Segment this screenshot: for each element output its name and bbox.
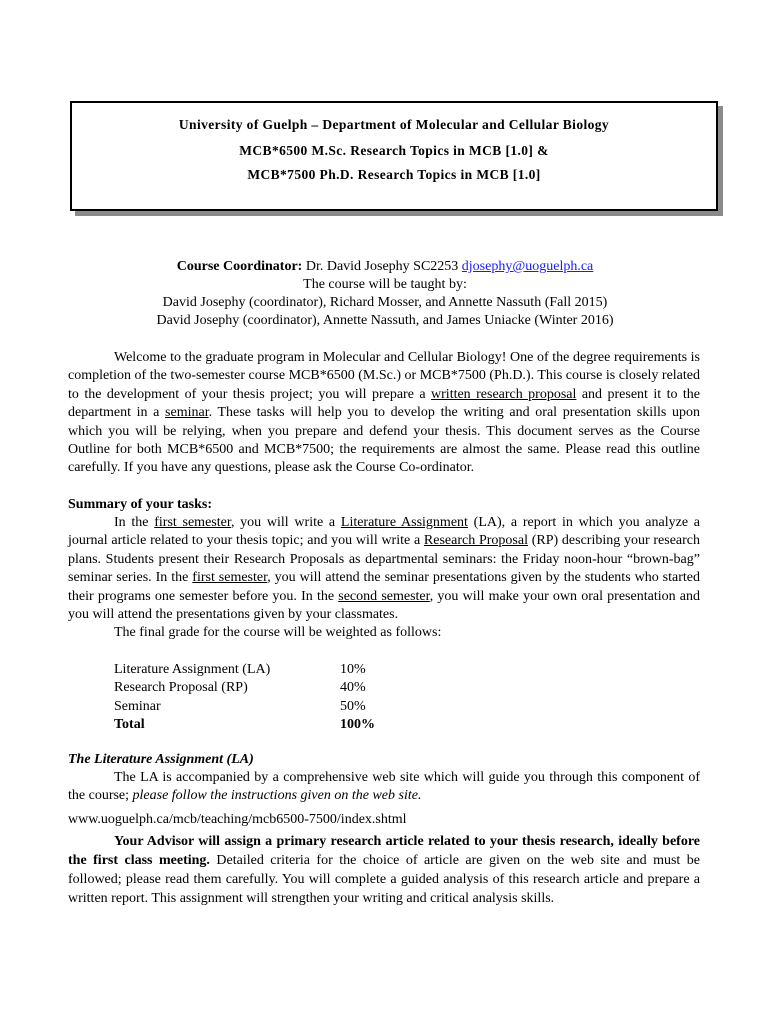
- grade-row: Research Proposal (RP) 40%: [114, 680, 366, 696]
- written-research-proposal-link: written research proposal: [431, 386, 577, 402]
- grade-table: [114, 661, 414, 735]
- welcome-paragraph: Welcome to the graduate program in Molecular and Cellular Biology! One of the degree requirements is completion of the two-semester course MCB*6500 (M.Sc.) or MCB*7500 (Ph.D.). This course is closely related to the development of your thesis project; you will prepare a written research proposal and present it to the department in a seminar. These tasks will help you to develop the writing and oral presentation skills upon which you will be relying, when you prepare and defend your thesis. This document serves as the Course Outline for both MCB*6500 and MCB*7500; the requirements are almost the same. Please read this outline carefully. If you have any questions, please ask the Course Co-ordinator.: [68, 350, 701, 476]
- course-title-box: [70, 101, 718, 211]
- la-intro: The LA is accompanied by a comprehensive web site which will guide you through this component of the course; please follow the instructions given on the web site.: [68, 770, 700, 804]
- la-url[interactable]: www.uoguelph.ca/mcb/teaching/mcb6500-7500/index.shtml: [68, 812, 407, 827]
- instructors-fall: David Josephy (coordinator), Richard Mosser, and Annette Nassuth (Fall 2015): [162, 295, 608, 310]
- la-advisor-paragraph: Your Advisor will assign a primary research article related to your thesis research, ideally before the first class meeting. Detailed criteria for the choice of article are given on the web site and must be followed; please read them carefully. You will complete a guided analysis of this research article and prepare a written report. This assignment will strengthen your writing and critical analysis skills.: [68, 834, 700, 906]
- summary-paragraph: In the first semester, you will write a Literature Assignment (LA), a report in which you analyze a journal article related to your thesis topic; and you will write a Research Proposal (RP) describing your research plans. Students present their Research Proposals as departmental seminars: the Friday noon-hour “brown-bag” seminar series. In the first semester, you will attend the seminar presentations given by the students who started their programs one semester before you. In the second semester, you will make your own oral presentation and you will attend the presentations given by your classmates.: [68, 515, 700, 623]
- grade-intro: The final grade for the course will be weighted as follows:: [114, 625, 442, 640]
- la-heading: The Literature Assignment (LA): [68, 752, 254, 767]
- grade-row: Seminar 50%: [114, 698, 366, 714]
- taught-by: The course will be taught by:: [303, 277, 467, 292]
- seminar-link: seminar: [165, 405, 209, 421]
- summary-heading: Summary of your tasks:: [68, 497, 213, 512]
- coordinator-label: Course Coordinator:: [176, 259, 303, 274]
- coordinator-email-link[interactable]: djosephy@uoguelph.ca: [461, 259, 594, 274]
- course-title-phd: MCB*7500 Ph.D. Research Topics in MCB [1.0]: [247, 167, 541, 182]
- coordinator-text: Dr. David Josephy SC2253: [302, 259, 462, 274]
- course-title-msc: MCB*6500 M.Sc. Research Topics in MCB [1.0] &: [239, 143, 549, 158]
- coordinator-line: [60, 258, 710, 276]
- grade-row: Literature Assignment (LA) 10%: [114, 662, 366, 677]
- grade-row-total: Total 100%: [114, 717, 375, 733]
- instructors-winter: David Josephy (coordinator), Annette Nassuth, and James Uniacke (Winter 2016): [156, 313, 614, 328]
- department-title: University of Guelph – Department of Molecular and Cellular Biology: [178, 117, 610, 132]
